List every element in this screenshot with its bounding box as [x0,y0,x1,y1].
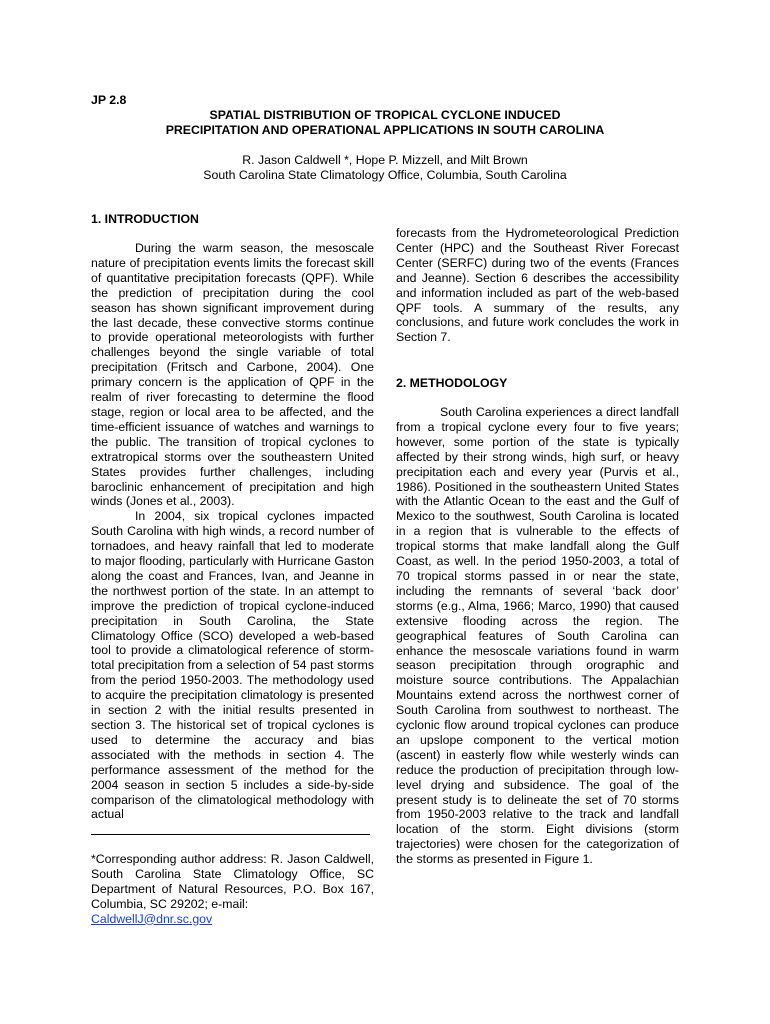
affiliation: South Carolina State Climatology Office, Columbia, South Carolina [203,168,567,182]
right-column [396,226,679,345]
title-line-1: SPATIAL DISTRIBUTION OF TROPICAL CYCLONE INDUCED [209,108,561,122]
paper-title [0,108,770,138]
email-link[interactable]: CaldwellJ@dnr.sc.gov [91,911,213,926]
methodology-column [396,405,679,867]
intro-continuation: forecasts from the Hydrometeorological Prediction Center (HPC) and the Southeast River Forecast Center (SERFC) during two of the events (Frances and Jeanne). Section 6 describes the accessibility and information included as part of the web-based QPF tools. A summary of the results, any conclusions, and future work concludes the work in Section 7. [396,226,679,345]
title-line-2: PRECIPITATION AND OPERATIONAL APPLICATIONS IN SOUTH CAROLINA [165,123,605,137]
paper-id: JP 2.8 [91,93,127,107]
footnote-text: *Corresponding author address: R. Jason Caldwell, South Carolina State Climatology Office, SC Department of Natural Resources, P.O. Box 167, Columbia, SC 29202; e-mail: [91,852,374,911]
intro-paragraph-2: In 2004, six tropical cyclones impacted South Carolina with high winds, a record number of tornadoes, and heavy rainfall that led to moderate to major flooding, particularly with Hurricane Gaston along the coast and Frances, Ivan, and Jeanne in the northwest portion of the state. In an attempt to improve the prediction of tropical cyclone-induced precipitation in South Carolina, the State Climatology Office (SCO) developed a web-based tool to provide a climatological reference of storm-total precipitation from a selection of 54 past storms from the period 1950-2003. The methodology used to acquire the precipitation climatology is presented in section 2 with the initial results presented in section 3. The historical set of tropical cyclones is used to determine the accuracy and bias associated with the methods in section 4. The performance assessment of the method for the 2004 season in section 5 includes a side-by-side comparison of the climatological methodology with actual [91,509,374,822]
footnote-rule [91,834,370,835]
methodology-paragraph-1: South Carolina experiences a direct landfall from a tropical cyclone every four to five years; however, some portion of the state is typically affected by their strong winds, high surf, or heavy precipitation each and every year (Purvis et al., 1986). Positioned in the southeastern United States with the Atlantic Ocean to the east and the Gulf of Mexico to the southwest, South Carolina is located in a region that is vulnerable to the effects of tropical storms that make landfall along the Gulf Coast, as well. In the period 1950-2003, a total of 70 tropical storms passed in or near the state, including the remnants of several ‘back door’ storms (e.g., Alma, 1966; Marco, 1990) that caused extensive flooding across the region. The geographical features of South Carolina can enhance the mesoscale variations found in warm season precipitation through orographic and moisture source contributions. The Appalachian Mountains extend across the northwest corner of South Carolina from southwest to northeast. The cyclonic flow around tropical cyclones can produce an upslope component to the vertical motion (ascent) in easterly flow while westerly winds can reduce the production of precipitation through low-level drying and subsidence. The goal of the present study is to delineate the set of 70 storms from 1950-2003 relative to the track and landfall location of the storm. Eight divisions (storm trajectories) were chosen for the categorization of the storms as presented in Figure 1. [396,405,679,867]
authors: R. Jason Caldwell *, Hope P. Mizzell, and Milt Brown [242,153,528,167]
author-block [0,153,770,183]
section-1-heading: 1. INTRODUCTION [91,212,199,226]
left-column [91,241,374,822]
footnote [91,852,374,927]
section-2-heading: 2. METHODOLOGY [396,376,508,390]
intro-paragraph-1: During the warm season, the mesoscale nature of precipitation events limits the forecast skill of quantitative precipitation forecasts (QPF). While the prediction of precipitation during the cool season has shown significant improvement during the last decade, these convective storms continue to provide operational meteorologists with further challenges beyond the single variable of total precipitation (Fritsch and Carbone, 2004). One primary concern is the application of QPF in the realm of river forecasting to determine the flood stage, region or local area to be affected, and the time-efficient issuance of watches and warnings to the public. The transition of tropical cyclones to extratropical storms over the southeastern United States provides further challenges, including baroclinic enhancement of precipitation and high winds (Jones et al., 2003). [91,241,374,509]
